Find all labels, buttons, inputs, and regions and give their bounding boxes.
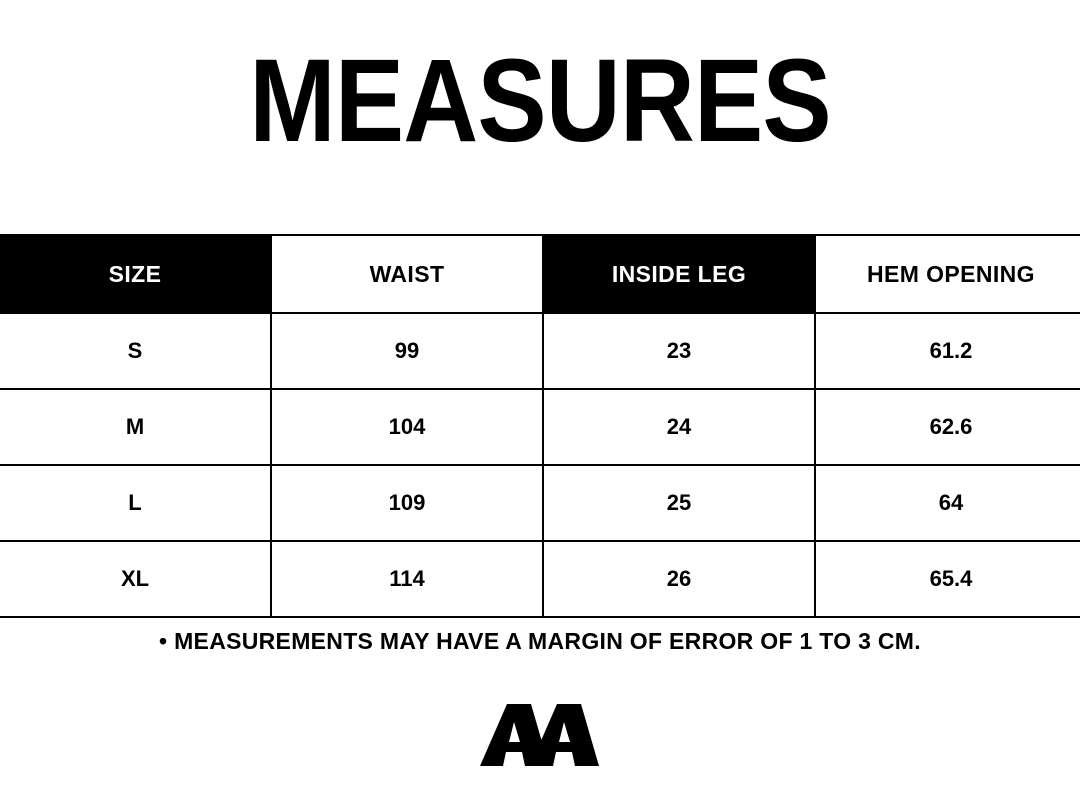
cell-inside-leg: 23 <box>543 313 815 389</box>
table-row <box>0 313 1080 389</box>
column-header-size: SIZE <box>0 235 271 313</box>
cell-inside-leg: 26 <box>543 541 815 617</box>
cell-waist: 109 <box>271 465 543 541</box>
measures-table <box>0 234 1080 618</box>
measures-table-container <box>0 234 1080 618</box>
cell-size: L <box>0 465 271 541</box>
cell-hem-opening: 61.2 <box>815 313 1080 389</box>
cell-hem-opening: 65.4 <box>815 541 1080 617</box>
table-header-row <box>0 235 1080 313</box>
table-body <box>0 313 1080 617</box>
column-header-inside-leg: INSIDE LEG <box>543 235 815 313</box>
table-row <box>0 389 1080 465</box>
column-header-hem-opening: HEM OPENING <box>815 235 1080 313</box>
measurement-disclaimer: • MEASUREMENTS MAY HAVE A MARGIN OF ERROR OF 1 TO 3 CM. <box>159 628 921 654</box>
cell-hem-opening: 62.6 <box>815 389 1080 465</box>
table-header <box>0 235 1080 313</box>
cell-size: XL <box>0 541 271 617</box>
table-row <box>0 465 1080 541</box>
column-header-waist: WAIST <box>271 235 543 313</box>
table-row <box>0 541 1080 617</box>
brand-logo <box>0 700 1080 775</box>
page-title: MEASURES <box>249 35 831 167</box>
aa-logo-icon <box>475 700 605 770</box>
cell-inside-leg: 24 <box>543 389 815 465</box>
cell-inside-leg: 25 <box>543 465 815 541</box>
cell-waist: 104 <box>271 389 543 465</box>
cell-hem-opening: 64 <box>815 465 1080 541</box>
cell-waist: 99 <box>271 313 543 389</box>
cell-waist: 114 <box>271 541 543 617</box>
cell-size: S <box>0 313 271 389</box>
cell-size: M <box>0 389 271 465</box>
